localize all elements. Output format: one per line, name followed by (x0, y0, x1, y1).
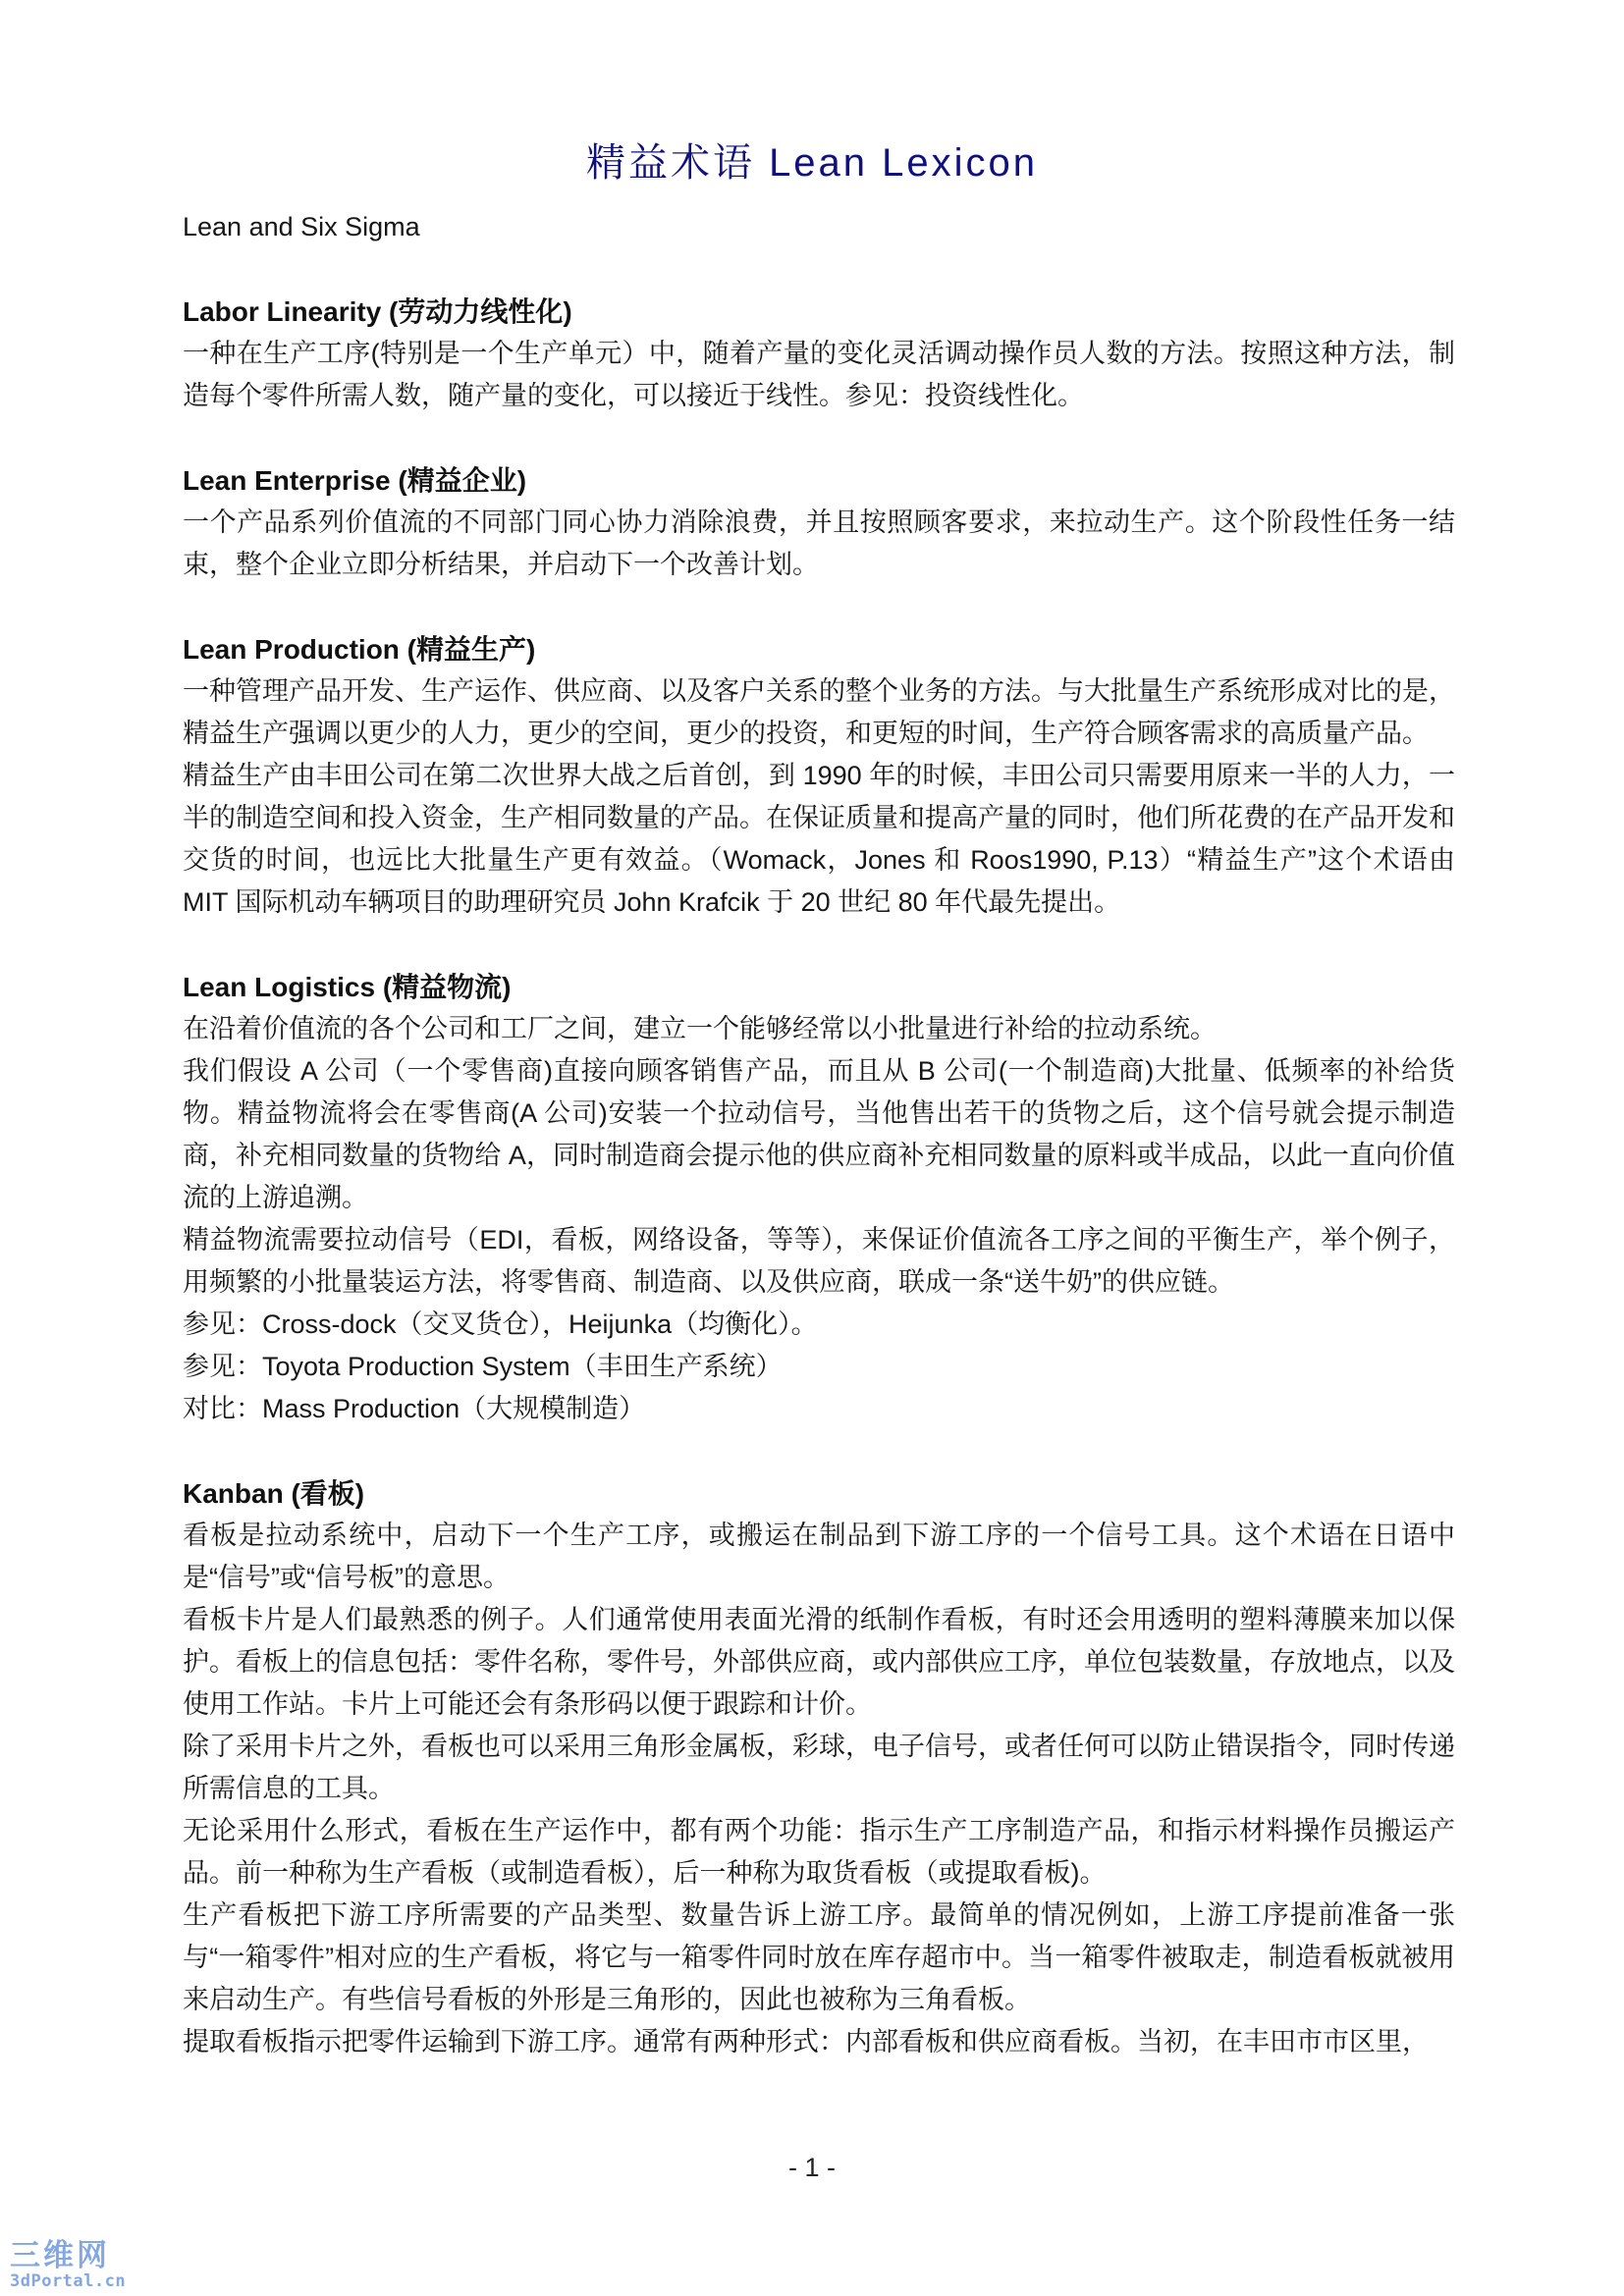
section-heading: Kanban (看板) (183, 1478, 365, 1509)
section-heading: Lean Enterprise (精益企业) (183, 465, 527, 496)
paragraph: 一个产品系列价值流的不同部门同心协力消除浪费，并且按照顾客要求，来拉动生产。这个阶段性任务一结束，整个企业立即分析结果，并启动下一个改善计划。 (183, 507, 1455, 579)
paragraph: 看板是拉动系统中，启动下一个生产工序，或搬运在制品到下游工序的一个信号工具。这个术语在日语中是“信号”或“信号板”的意思。 (183, 1521, 1455, 1592)
glossary-section (183, 1472, 1455, 2063)
watermark-url-text: 3dPortal.cn (10, 2271, 127, 2291)
watermark-logo-text: 三维网 (10, 2238, 110, 2272)
paragraph: 精益生产由丰田公司在第二次世界大战之后首创，到 1990 年的时候，丰田公司只需要用原来一半的人力，一半的制造空间和投入资金，生产相同数量的产品。在保证质量和提高产量的同时，他们所花费的在产品开发和交货的时间，也远比大批量生产更有效益。（Womack，Jones 和 Roos1990, P.13）“精益生产”这个术语由 MIT 国际机动车辆项目的助理研究员 John Krafcik 于 20 世纪 80 年代最先提出。 (183, 761, 1455, 917)
paragraph: 生产看板把下游工序所需要的产品类型、数量告诉上游工序。最简单的情况例如，上游工序提前准备一张与“一箱零件”相对应的生产看板，将它与一箱零件同时放在库存超市中。当一箱零件被取走，制造看板就被用来启动生产。有些信号看板的外形是三角形的，因此也被称为三角看板。 (183, 1900, 1455, 2014)
page-number: - 1 - (787, 2153, 836, 2182)
paragraph: 一种在生产工序(特别是一个生产单元）中，随着产量的变化灵活调动操作员人数的方法。按照这种方法，制造每个零件所需人数，随产量的变化，可以接近于线性。参见：投资线性化。 (183, 339, 1455, 410)
glossary-section (183, 628, 1455, 924)
intro-line: Lean and Six Sigma (183, 212, 420, 241)
paragraph: 在沿着价值流的各个公司和工厂之间，建立一个能够经常以小批量进行补给的拉动系统。 (183, 1014, 1217, 1043)
glossary-sections (183, 291, 1455, 2063)
glossary-section (183, 459, 1455, 586)
section-heading: Lean Logistics (精益物流) (183, 972, 512, 1002)
glossary-section (183, 291, 1455, 417)
section-heading: Lean Production (精益生产) (183, 634, 536, 665)
paragraph: 我们假设 A 公司（一个零售商)直接向顾客销售产品，而且从 B 公司(一个制造商)大批量、低频率的补给货物。精益物流将会在零售商(A 公司)安装一个拉动信号，当他售出若干的货物之后，这个信号就会提示制造商，补充相同数量的货物给 A，同时制造商会提示他的供应商补充相同数量的原料或半成品，以此一直向价值流的上游追溯。 (183, 1056, 1455, 1212)
site-watermark (10, 2240, 126, 2290)
glossary-section (183, 966, 1455, 1430)
section-heading: Labor Linearity (劳动力线性化) (183, 296, 572, 327)
paragraph: 精益物流需要拉动信号（EDI，看板，网络设备，等等），来保证价值流各工序之间的平衡生产，举个例子，用频繁的小批量装运方法，将零售商、制造商、以及供应商，联成一条“送牛奶”的供应链。 (183, 1225, 1455, 1297)
paragraph: 除了采用卡片之外，看板也可以采用三角形金属板，彩球，电子信号，或者任何可以防止错误指令，同时传递所需信息的工具。 (183, 1732, 1455, 1803)
paragraph: 一种管理产品开发、生产运作、供应商、以及客户关系的整个业务的方法。与大批量生产系统形成对比的是，精益生产强调以更少的人力，更少的空间，更少的投资，和更短的时间，生产符合顾客需求的高质量产品。 (183, 676, 1455, 748)
paragraph: 参见：Toyota Production System（丰田生产系统） (183, 1352, 783, 1381)
paragraph: 提取看板指示把零件运输到下游工序。通常有两种形式：内部看板和供应商看板。当初，在丰田市市区里， (183, 2027, 1429, 2056)
page-title: 精益术语 Lean Lexicon (585, 141, 1039, 185)
paragraph: 对比：Mass Production（大规模制造） (183, 1394, 646, 1423)
paragraph: 参见：Cross-dock（交叉货仓），Heijunka（均衡化）。 (183, 1309, 818, 1339)
paragraph: 无论采用什么形式，看板在生产运作中，都有两个功能：指示生产工序制造产品，和指示材料操作员搬运产品。前一种称为生产看板（或制造看板），后一种称为取货看板（或提取看板)。 (183, 1816, 1455, 1888)
paragraph: 看板卡片是人们最熟悉的例子。人们通常使用表面光滑的纸制作看板，有时还会用透明的塑料薄膜来加以保护。看板上的信息包括：零件名称，零件号，外部供应商，或内部供应工序，单位包装数量，存放地点，以及使用工作站。卡片上可能还会有条形码以便于跟踪和计价。 (183, 1605, 1455, 1719)
